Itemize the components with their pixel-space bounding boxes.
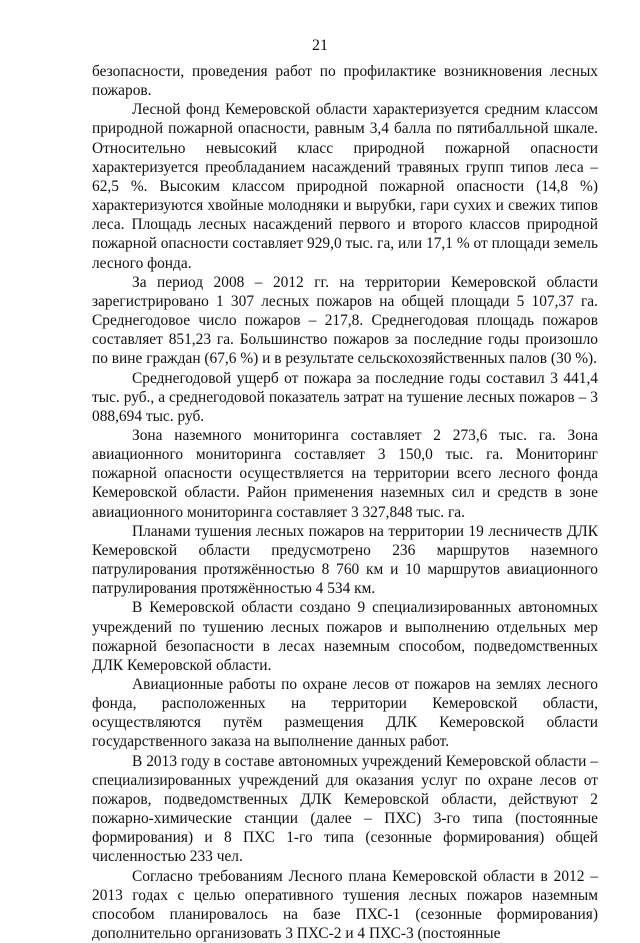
paragraph-specialized-institutions: В Кемеровской области создано 9 специализированных автономных учреждений по тушению лесных пожаров и выполнению отдельных мер пожарной безопасности в лесах наземным способом, подведомственных ДЛК Кемеровской области. [92, 599, 598, 674]
paragraph-forest-plan-requirements: Согласно требованиям Лесного плана Кемеровской области в 2012 – 2013 годах с целью оперативного тушения лесных пожаров наземным способом планировалось на базе ПХС-1 (сезонные формирования) дополнительно организовать 3 ПХС-2 и 4 ПХС-3 (постоянные [92, 867, 598, 943]
paragraph-aviation-works: Авиационные работы по охране лесов от пожаров на землях лесного фонда, расположенных на территории Кемеровской области, осуществляются путём размещения ДЛК Кемеровской области государственного заказа на выполнение данных работ. [92, 676, 598, 751]
paragraph-fire-stations-2013: В 2013 году в составе автономных учреждений Кемеровской области – специализированных учреждений для оказания услуг по охране лесов от пожаров, подведомственных ДЛК Кемеровской области, действуют 2 пожарно-химические станции (далее – ПХС) 3-го типа (постоянные формирования) и 8 ПХС 1-го типа (сезонные формирования) общей численностью 233 чел. [92, 752, 598, 866]
paragraph-patrol-routes: Планами тушения лесных пожаров на территории 19 лесничеств ДЛК Кемеровской области предусмотрено 236 маршрутов наземного патрулирования протяжённостью 8 760 км и 10 маршрутов авиационного патрулирования протяжённостью 4 534 км. [92, 522, 598, 598]
page-number: 21 [312, 37, 328, 54]
paragraph-damage-costs: Среднегодовой ущерб от пожара за последние годы составил 3 441,4 тыс. руб., а среднегодовой показатель затрат на тушение лесных пожаров – 3 088,694 тыс. руб. [92, 369, 598, 425]
paragraph-forest-fund-fire-class: Лесной фонд Кемеровской области характеризуется средним классом природной пожарной опасности, равным 3,4 балла по пятибалльной шкале. Относительно невысокий класс природной пожарной опасности характеризуется преобладанием насаждений травяных групп типов леса – 62,5 %. Высоким классом природной пожарной опасности (14,8 %) характеризуются хвойные молодняки и вырубки, гари сухих и свежих типов леса. Площадь лесных насаждений первого и второго классов природной пожарной опасности составляет 929,0 тыс. га, или 17,1 % от площади земель лесного фонда. [92, 101, 598, 272]
paragraph-fire-statistics: За период 2008 – 2012 гг. на территории Кемеровской области зарегистрировано 1 307 лесных пожаров на общей площади 5 107,37 га. Среднегодовое число пожаров – 217,8. Среднегодовая площадь пожаров составляет 851,23 га. Большинство пожаров за последние годы произошло по вине граждан (67,6 %) и в результате сельскохозяйственных палов (30 %). [92, 273, 598, 368]
paragraph-continuation: безопасности, проведения работ по профилактике возникновения лесных пожаров. [92, 63, 598, 100]
paragraph-monitoring-zones: Зона наземного мониторинга составляет 2 273,6 тыс. га. Зона авиационного мониторинга составляет 3 150,0 тыс. га. Мониторинг пожарной опасности осуществляется на территории всего лесного фонда Кемеровской области. Район применения наземных сил и средств в зоне авиационного мониторинга составляет 3 327,848 тыс. га. [92, 426, 598, 521]
document-body [92, 62, 598, 943]
